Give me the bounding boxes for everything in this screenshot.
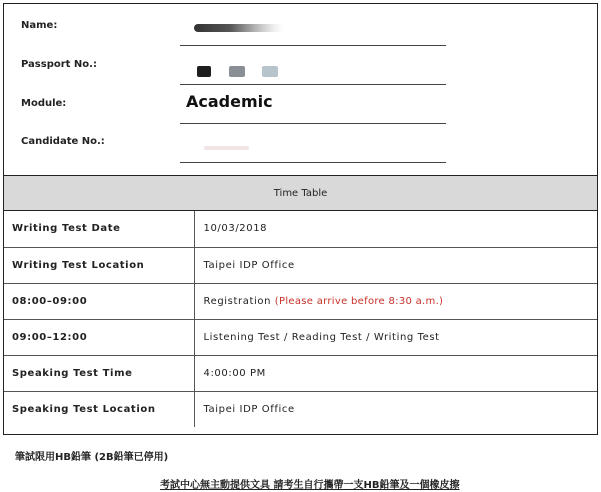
candidate-line	[180, 162, 446, 163]
row-value: Taipei IDP Office	[194, 247, 597, 283]
passport-label: Passport No.:	[21, 59, 97, 70]
stationery-notice: 考試中心無主動提供文具 請考生自行攜帶一支HB鉛筆及一個橡皮擦	[160, 480, 460, 491]
redacted-name	[194, 24, 284, 32]
row-value: Registration	[203, 295, 272, 307]
module-value: Academic	[186, 92, 273, 111]
module-label: Module:	[21, 98, 67, 109]
timetable	[4, 211, 597, 427]
candidate-label: Candidate No.:	[21, 136, 105, 147]
arrival-note: (Please arrive before 8:30 a.m.)	[274, 295, 444, 307]
table-row	[4, 211, 597, 247]
timetable-header: Time Table	[4, 175, 597, 211]
row-label: 08:00–09:00	[4, 283, 194, 319]
table-row	[4, 355, 597, 391]
pencil-notice: 筆試限用HB鉛筆 (2B鉛筆已停用)	[15, 452, 169, 463]
table-row	[4, 391, 597, 427]
name-label: Name:	[21, 20, 58, 31]
row-label: Writing Test Location	[4, 247, 194, 283]
table-row	[4, 247, 597, 283]
row-value: 4:00:00 PM	[194, 355, 597, 391]
admission-form	[3, 3, 598, 435]
module-line	[180, 123, 446, 124]
row-label: Speaking Test Time	[4, 355, 194, 391]
row-value: Taipei IDP Office	[194, 391, 597, 427]
row-label: Speaking Test Location	[4, 391, 194, 427]
row-value-cell	[194, 283, 597, 319]
row-label: Writing Test Date	[4, 211, 194, 247]
row-label: 09:00–12:00	[4, 319, 194, 355]
redacted-candidate-number	[204, 146, 249, 150]
row-value: 10/03/2018	[203, 223, 268, 235]
passport-line	[180, 84, 446, 85]
table-row	[4, 319, 597, 355]
name-line	[180, 45, 446, 46]
table-row	[4, 283, 597, 319]
row-value: Listening Test / Reading Test / Writing Test	[194, 319, 597, 355]
